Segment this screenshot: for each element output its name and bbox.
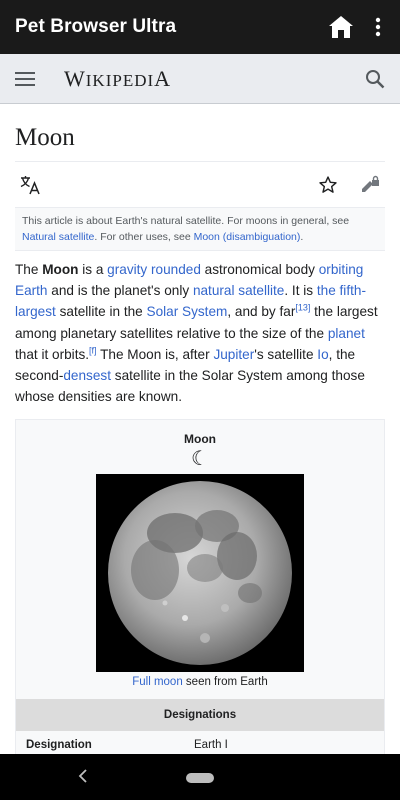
infobox xyxy=(15,419,385,760)
infobox-section-designations: Designations xyxy=(16,699,384,731)
star-icon[interactable] xyxy=(313,170,343,200)
lead-paragraph: The Moon is a gravity rounded astronomical body orbiting Earth and is the planet's only natural satellite. It is the fifth-largest satellite in the Solar System, and by far[13] the largest among planetary satellites relative to the size of the planet that it orbits.[f] The Moon is, after Jupiter's satellite Io, the second-densest satellite in the Solar System among those whose densities are known. xyxy=(15,262,378,405)
link-jupiter[interactable]: Jupiter xyxy=(213,346,255,362)
full-moon-image[interactable] xyxy=(96,474,304,672)
infobox-row-key: Designation xyxy=(26,739,92,752)
citation-13[interactable]: [13] xyxy=(295,302,311,313)
link-densest[interactable]: densest xyxy=(63,368,111,384)
wikipedia-wordmark[interactable]: WIKIPEDIA xyxy=(64,65,172,91)
page-actions xyxy=(15,162,385,208)
translate-icon[interactable] xyxy=(15,170,45,200)
link-fifth-largest[interactable]: the fifth-largest xyxy=(15,283,366,320)
search-icon[interactable] xyxy=(350,54,400,104)
link-gravity-rounded[interactable]: gravity rounded xyxy=(107,262,201,277)
link-earth[interactable]: Earth xyxy=(15,283,48,299)
link-orbiting[interactable]: orbiting xyxy=(318,262,364,277)
home-icon[interactable] xyxy=(326,12,356,42)
back-icon[interactable] xyxy=(73,766,93,786)
infobox-caption: Full moon seen from Earth xyxy=(132,676,268,689)
infobox-row-value: Earth I xyxy=(194,739,228,752)
link-natural-satellite[interactable]: Natural satellite xyxy=(22,231,95,243)
link-natural-satellite-2[interactable]: natural satellite xyxy=(192,283,285,299)
wiki-header xyxy=(0,54,400,104)
infobox-title: Moon xyxy=(184,432,216,447)
home-pill[interactable] xyxy=(186,773,214,783)
link-planet[interactable]: planet xyxy=(327,325,365,341)
system-nav-bar xyxy=(0,754,400,800)
link-moon-disambiguation[interactable]: Moon (disambiguation) xyxy=(193,231,301,243)
app-title: Pet Browser Ultra xyxy=(15,16,177,37)
article-content xyxy=(15,104,385,760)
app-bar xyxy=(0,0,400,54)
more-vert-icon[interactable] xyxy=(368,12,388,42)
page-title: Moon xyxy=(15,104,385,162)
moon-symbol-icon: ☾ xyxy=(191,448,209,471)
link-io[interactable]: Io xyxy=(317,346,329,362)
link-solar-system[interactable]: Solar System xyxy=(146,304,228,320)
citation-f[interactable]: [f] xyxy=(89,345,97,356)
edit-lock-icon[interactable] xyxy=(355,170,385,200)
hatnote: This article is about Earth's natural satellite. For moons in general, see Natural satellite. For other uses, see Moon (disambiguation). xyxy=(15,208,385,251)
link-full-moon[interactable]: Full moon xyxy=(132,676,183,689)
menu-icon[interactable] xyxy=(0,54,50,104)
